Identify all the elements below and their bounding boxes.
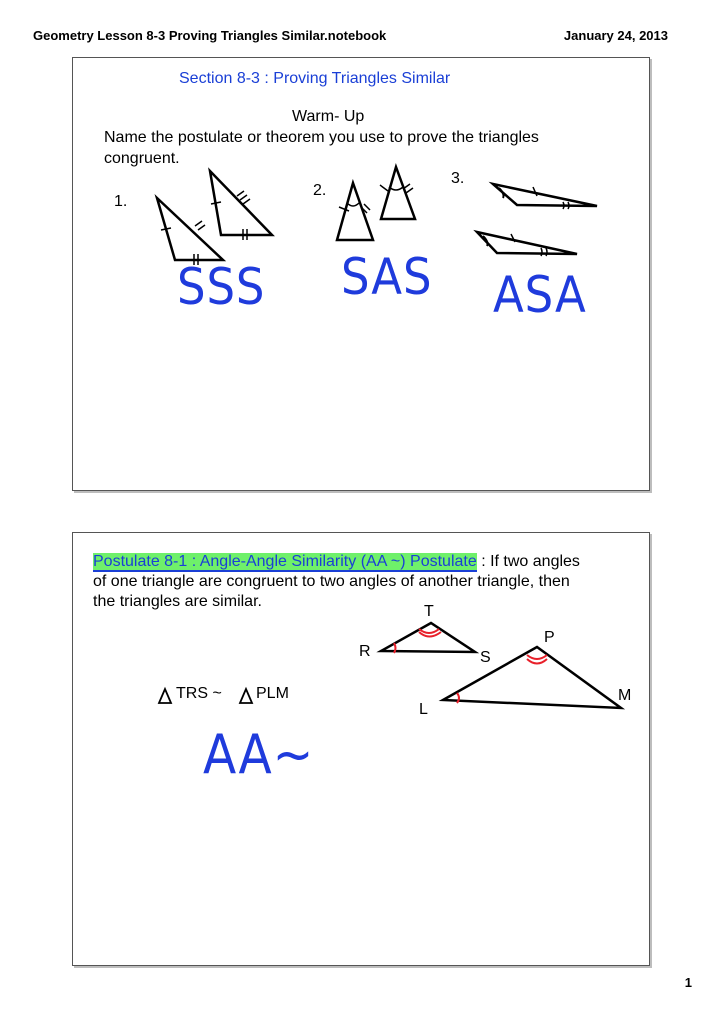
- vertex-label-t: T: [424, 603, 434, 620]
- figure-asa-triangles: [471, 176, 611, 266]
- postulate-line-2: of one triangle are congruent to two angles of another triangle, then: [93, 573, 570, 590]
- postulate-line-3: the triangles are similar.: [93, 593, 262, 610]
- vertex-label-p: P: [544, 629, 555, 646]
- answer-asa: ASA: [493, 266, 587, 324]
- vertex-label-m: M: [618, 687, 632, 704]
- triangle-plm: [435, 643, 635, 723]
- slide-warmup: [72, 57, 650, 491]
- section-title: Section 8-3 : Proving Triangles Similar: [179, 70, 451, 87]
- prompt-line-1: Name the postulate or theorem you use to prove the triangles: [104, 129, 539, 146]
- answer-aa: AA~: [203, 723, 315, 786]
- triangle-symbol-icon: [239, 688, 253, 704]
- slide-aa-postulate: [72, 532, 650, 966]
- warmup-heading: Warm- Up: [292, 108, 365, 125]
- answer-sas: SAS: [341, 248, 433, 306]
- header-title: Geometry Lesson 8-3 Proving Triangles Similar.notebook: [33, 28, 387, 43]
- postulate-name: Postulate 8-1 : Angle-Angle Similarity (AA ~) Postulate: [93, 553, 477, 570]
- similarity-right: PLM: [256, 685, 289, 702]
- similarity-left: TRS ~: [176, 685, 222, 702]
- postulate-text: : If two angles: [476, 553, 580, 570]
- vertex-label-l: L: [419, 701, 428, 718]
- page-number: 1: [684, 975, 692, 990]
- prompt-line-2: congruent.: [104, 150, 180, 167]
- vertex-label-s: S: [480, 649, 491, 666]
- problem-label-1: 1.: [114, 193, 128, 210]
- figure-sas-triangles: [331, 165, 421, 245]
- answer-sss: SSS: [177, 258, 266, 316]
- triangle-symbol-icon: [158, 688, 172, 704]
- problem-label-3: 3.: [451, 170, 465, 187]
- problem-label-2: 2.: [313, 182, 327, 199]
- header-date: January 24, 2013: [563, 28, 668, 43]
- vertex-label-r: R: [359, 643, 371, 660]
- postulate-line-1: [93, 553, 580, 571]
